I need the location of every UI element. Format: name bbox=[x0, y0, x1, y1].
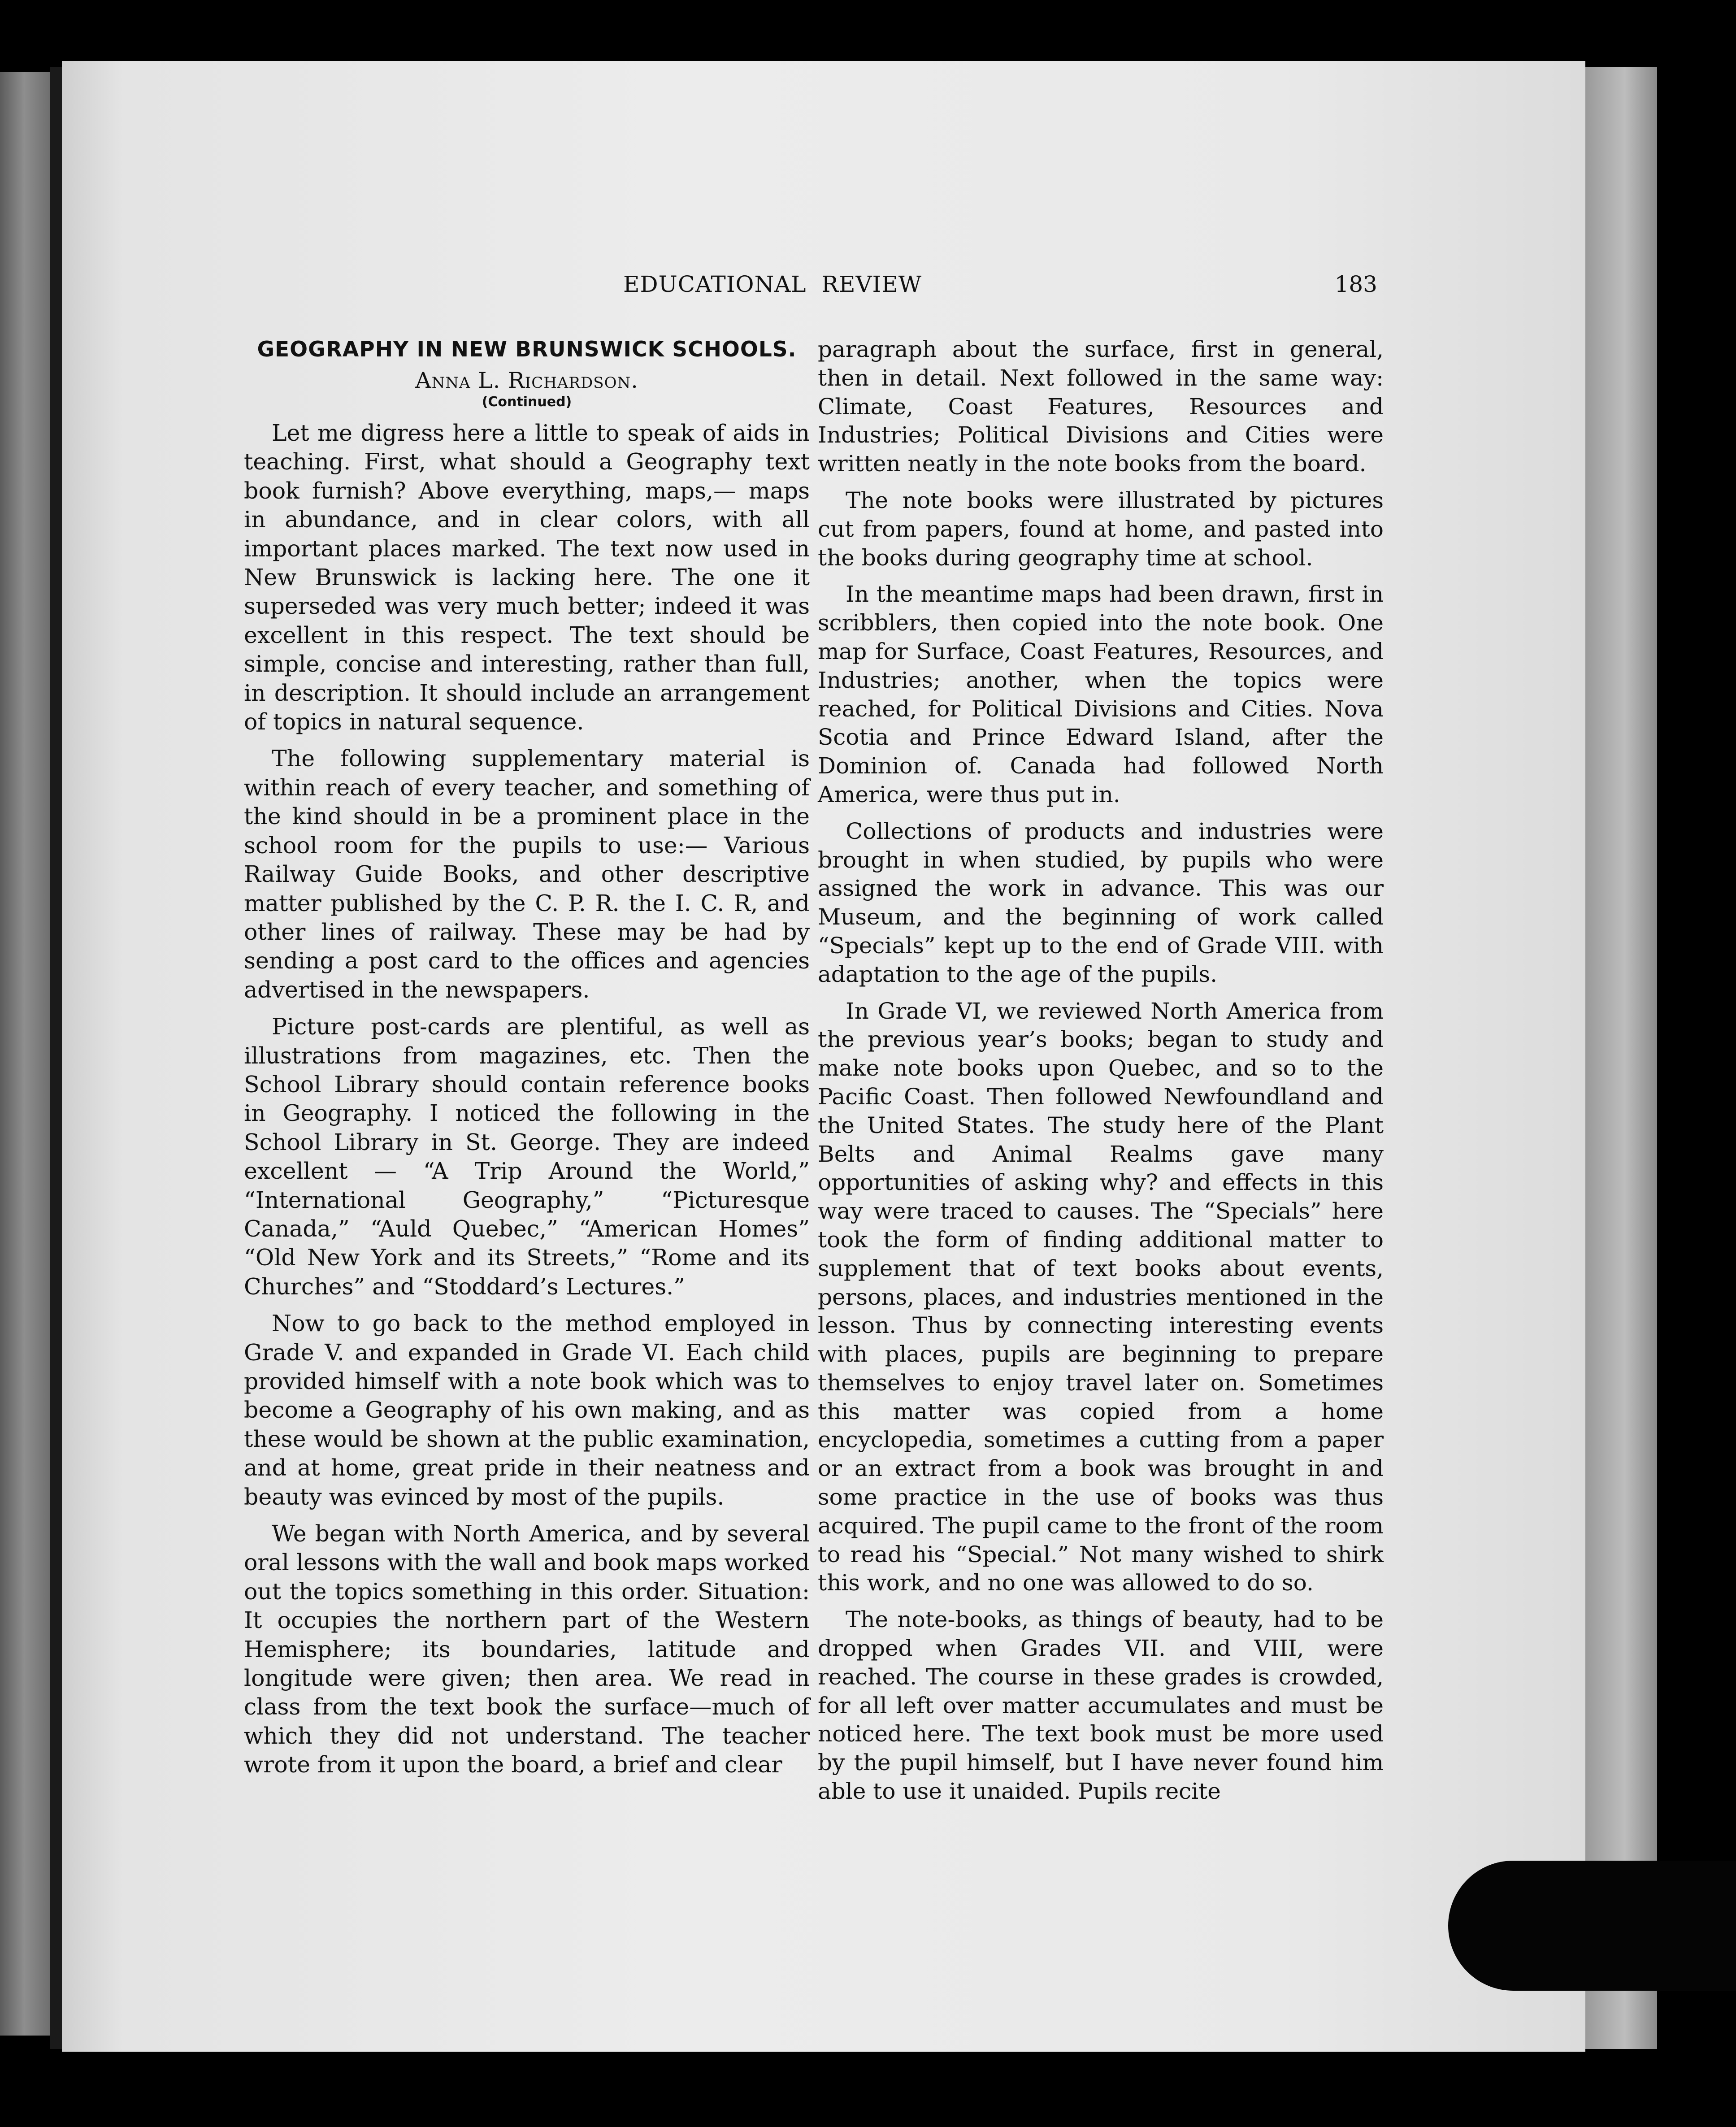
article-author: Anna L. Richardson. bbox=[415, 368, 638, 393]
left-column bbox=[244, 335, 810, 1824]
paragraph: We began with North America, and by several oral lessons with the wall and book maps worked out the topics something in this order. Situation: It occupies the northern part of the Western Hemisphere; its boundaries, latitude and longitude were given; then area. We read in class from the text book the surface—much of which they did not understand. The teacher wrote from it upon the board, a brief and clear bbox=[244, 1520, 810, 1778]
article-continued-note: (Continued) bbox=[482, 394, 572, 410]
running-head: EDUCATIONAL REVIEW bbox=[623, 271, 922, 297]
right-column bbox=[818, 335, 1384, 1824]
paragraph: The note-books, as things of beauty, had to be dropped when Grades VII. and VIII, were reached. The course in these grades is crowded, for all left over matter accumulates and must be noticed here. The text book must be more used by the pupil himself, but I have never found him able to use it unaided. Pupils recite bbox=[818, 1606, 1384, 1805]
paragraph: Collections of products and industries were brought in when studied, by pupils who were assigned the work in advance. This was our Museum, and the beginning of work called “Specials” kept up to the end of Grade VIII. with adaptation to the age of the pupils. bbox=[818, 818, 1384, 987]
adjacent-page-edge bbox=[0, 72, 54, 2036]
paragraph: The note books were illustrated by pictures cut from papers, found at home, and pasted into the books during geography time at school. bbox=[818, 487, 1384, 571]
paragraph-continued: paragraph about the surface, first in general, then in detail. Next followed in the same way: Climate, Coast Features, Resources and Industries; Political Divisions and Cities were written neatly in the note books from the board. bbox=[818, 336, 1384, 477]
paragraph: Now to go back to the method employed in Grade V. and expanded in Grade VI. Each child provided himself with a note book which was to become a Geography of his own making, and as these would be shown at the public examination, and at home, great pride in their neatness and beauty was evinced by most of the pupils. bbox=[244, 1310, 810, 1510]
paragraph: Let me digress here a little to speak of aids in teaching. First, what should a Geography text book furnish? Above everything, maps,— maps in abundance, and in clear colors, with all important places marked. The text now used in New Brunswick is lacking here. The one it superseded was very much better; indeed it was excellent in this respect. The text should be simple, concise and interesting, rather than full, in description. It should include an arrangement of topics in natural sequence. bbox=[244, 420, 810, 735]
page-clip bbox=[1448, 1861, 1736, 1991]
paragraph: In the meantime maps had been drawn, first in scribblers, then copied into the note book. One map for Surface, Coast Features, Resources, and Industries; another, when the topics were reached, for Political Divisions and Cities. Nova Scotia and Prince Edward Island, after the Dominion of. Canada had followed North America, were thus put in. bbox=[818, 581, 1384, 807]
page-stack-edge bbox=[1585, 67, 1657, 2049]
page-number: 183 bbox=[1334, 271, 1377, 297]
paragraph: The following supplementary material is within reach of every teacher, and something of the kind should in be a prominent place in the school room for the pupils to use:— Various Railway Guide Books, and other descriptive matter published by the C. P. R. the I. C. R, and other lines of railway. These may be had by sending a post card to the offices and agencies advertised in the newspapers. bbox=[244, 745, 810, 1003]
paragraph: Picture post-cards are plentiful, as well as illustrations from magazines, etc. Then the School Library should contain reference books in Geography. I noticed the following in the School Library in St. George. They are indeed excellent — “A Trip Around the World,” “International Geography,” “Picturesque Canada,” “Auld Quebec,” “American Homes” “Old New York and its Streets,” “Rome and its Churches” and “Stoddard’s Lectures.” bbox=[244, 1013, 810, 1300]
paragraph: In Grade VI, we reviewed North America from the previous year’s books; began to study and make note books upon Quebec, and so to the Pacific Coast. Then followed Newfoundland and the United States. The study here of the Plant Belts and Animal Realms gave many opportunities of asking why? and effects in this way were traced to causes. The “Specials” here took the form of finding additional matter to supplement that of text books about events, persons, places, and industries mentioned in the lesson. Thus by connecting interesting events with places, pupils are beginning to prepare themselves to enjoy travel later on. Sometimes this matter was copied from a home encyclopedia, sometimes a cutting from a paper or an extract from a book was brought in and some practice in the use of books was thus acquired. The pupil came to the front of the room to read his “Special.” Not many wished to shirk this work, and no one was allowed to do so. bbox=[818, 998, 1384, 1596]
article-title: GEOGRAPHY IN NEW BRUNSWICK SCHOOLS. bbox=[257, 337, 797, 362]
